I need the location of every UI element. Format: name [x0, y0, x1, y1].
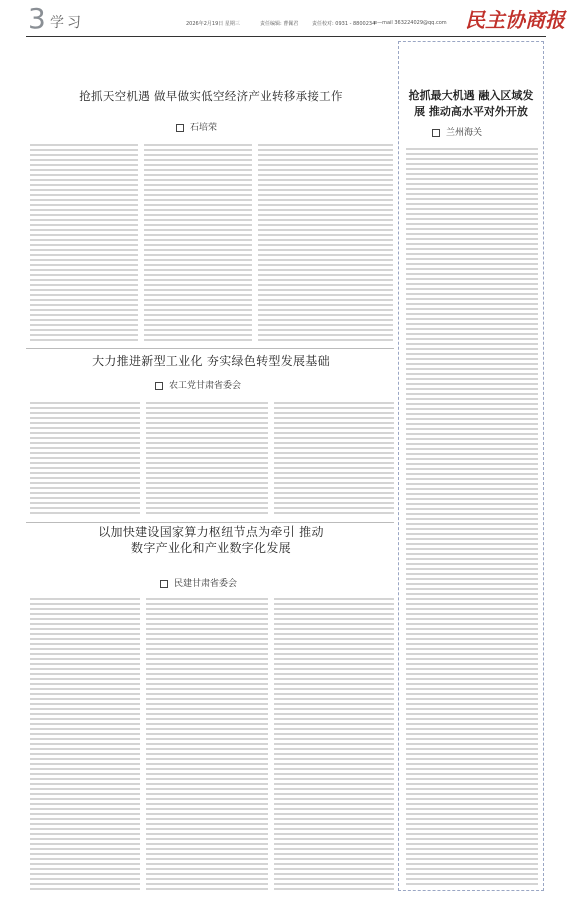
article-opening-up [404, 88, 538, 120]
byline-box-icon [176, 124, 184, 132]
article-divider [26, 348, 394, 349]
article-title: 抢抓最大机遇 融入区域发展 推动高水平对外开放 [408, 89, 534, 118]
text-column [258, 144, 393, 344]
editor-credit: 责任编辑: 曹佩君 [260, 21, 299, 27]
article-byline: 石培荣 [176, 120, 217, 133]
article-new-industrialization [26, 352, 396, 369]
proofreader-credit: 责任校对: 0931 - 8800234 [312, 21, 376, 27]
article-title: 抢抓天空机遇 做早做实低空经济产业转移承接工作 [79, 89, 343, 103]
article-low-altitude [26, 88, 396, 104]
article-byline: 兰州海关 [432, 125, 482, 138]
section-name: 学习 [50, 15, 84, 31]
contact-email: e—mail 363224029@qq.com [374, 20, 447, 26]
text-column [144, 144, 252, 344]
text-column [30, 144, 138, 344]
issue-date: 2026年2月19日 星期三 [186, 21, 240, 27]
text-column [30, 402, 140, 514]
text-column [406, 148, 538, 886]
article-divider [26, 522, 394, 523]
byline-box-icon [432, 129, 440, 137]
section-number: 3 [28, 2, 46, 35]
byline-box-icon [160, 580, 168, 588]
text-column [146, 598, 268, 893]
article-byline: 农工党甘肃省委会 [155, 378, 241, 391]
text-column [274, 402, 394, 514]
article-title: 大力推进新型工业化 夯实绿色转型发展基础 [92, 354, 330, 368]
text-column [146, 402, 268, 514]
article-byline: 民建甘肃省委会 [160, 576, 237, 589]
article-title: 以加快建设国家算力枢纽节点为牵引 推动数字产业化和产业数字化发展 [98, 525, 324, 555]
text-column [30, 598, 140, 893]
header-rule [26, 36, 546, 37]
byline-box-icon [155, 382, 163, 390]
newspaper-masthead: 民主协商报 [465, 8, 565, 32]
text-column [274, 598, 394, 893]
article-computing-hub [96, 524, 326, 556]
